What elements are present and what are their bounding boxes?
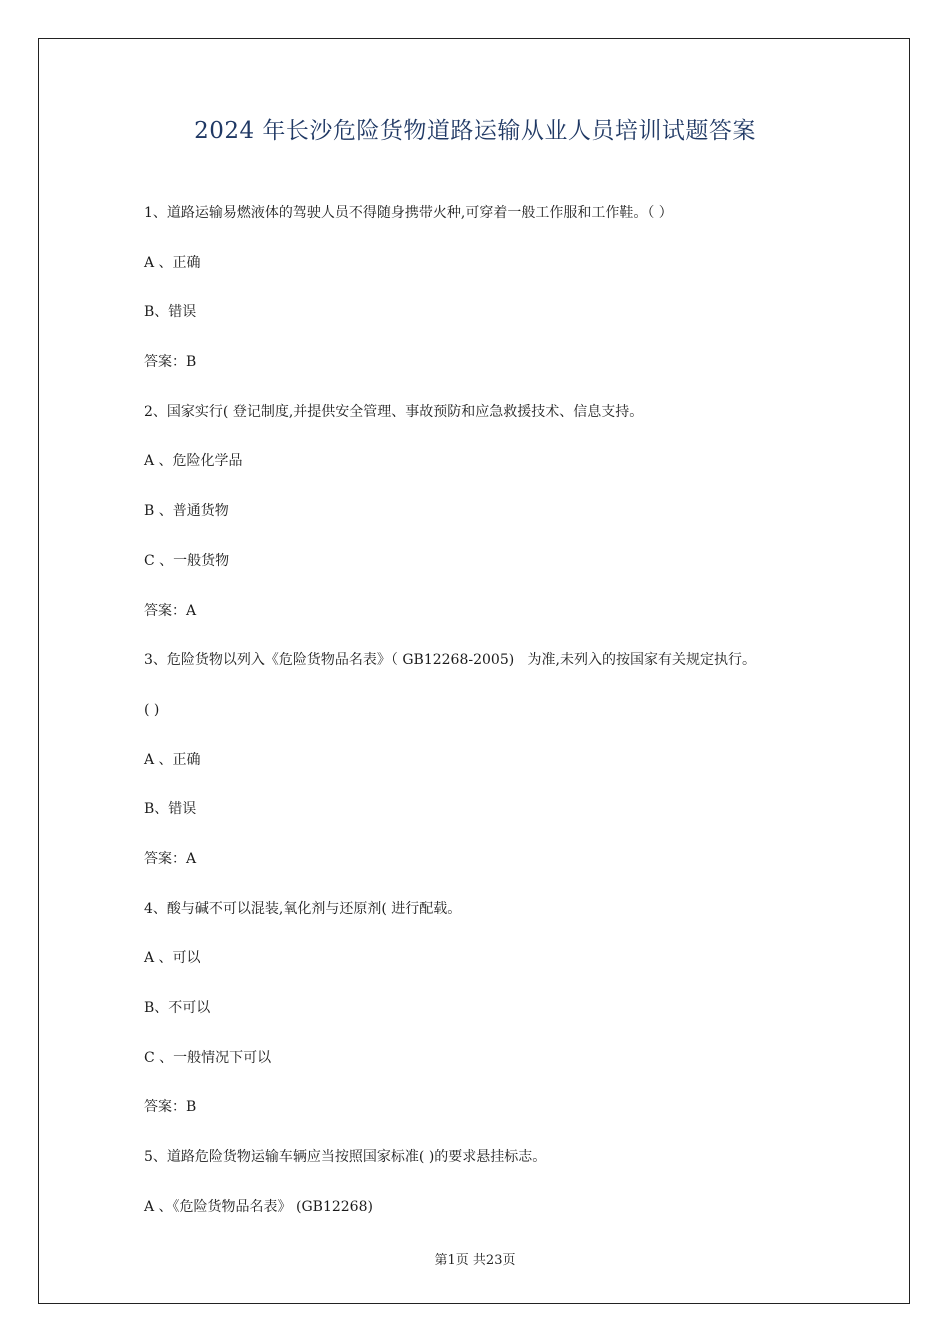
question-2-option-b: B 、普通货物: [144, 503, 229, 520]
question-4-option-c: C 、一般情况下可以: [144, 1049, 272, 1066]
question-4-option-a: A 、可以: [144, 950, 201, 967]
question-4-answer: 答案：B: [144, 1099, 197, 1116]
question-1-option-a: A 、正确: [144, 254, 201, 271]
question-5-text: 5、道路危险货物运输车辆应当按照国家标准( )的要求悬挂标志。: [144, 1149, 547, 1166]
question-3-text: 3、危险货物以列入《危险货物品名表》（ GB12268-2005) 为准,未列入的按国家有关规定执行。: [144, 652, 756, 669]
question-3-text-continued: ( ): [144, 701, 160, 718]
question-2-answer: 答案：A: [144, 602, 197, 619]
question-2-text: 2、国家实行( 登记制度,并提供安全管理、事故预防和应急救援技术、信息支持。: [144, 403, 644, 420]
question-3-option-b: B、错误: [144, 801, 197, 818]
document-title: 2024 年长沙危险货物道路运输从业人员培训试题答案: [194, 118, 756, 144]
question-5-option-a: A 、《危险货物品名表》 (GB12268): [144, 1198, 373, 1215]
question-2-option-a: A 、危险化学品: [144, 453, 243, 470]
question-1-text: 1、道路运输易燃液体的驾驶人员不得随身携带火种,可穿着一般工作服和工作鞋。（ ）: [144, 205, 673, 221]
question-3-option-a: A 、正确: [144, 751, 201, 768]
question-4-option-b: B、不可以: [144, 1000, 211, 1016]
page-number-footer: 第1页 共23页: [434, 1253, 516, 1268]
question-3-answer: 答案：A: [144, 850, 197, 867]
question-1-answer: 答案：B: [144, 354, 197, 371]
question-list: [144, 200, 864, 1243]
question-4-text: 4、酸与碱不可以混装,氧化剂与还原剂( 进行配载。: [144, 900, 462, 917]
question-1-option-b: B、错误: [144, 304, 197, 321]
question-2-option-c: C 、一般货物: [144, 552, 230, 569]
